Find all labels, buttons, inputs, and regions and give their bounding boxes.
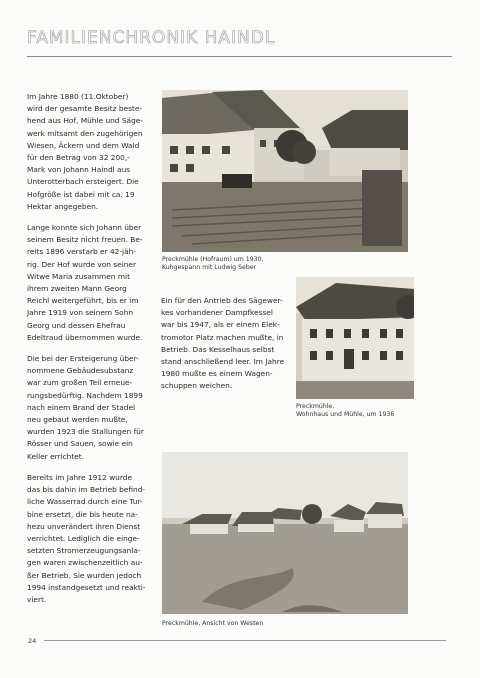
left-text-column <box>27 91 155 615</box>
paragraph-steam-boiler: Ein für den Antrieb des Sägewer- kes vorhandener Dampfkessel war bis 1947, als er einem Elek- tromotor Platz machen mußte, in Betrieb. Das Kesselhaus selbst stand anschließend leer. Im Jahre 1980 mußte es einem Wagen- schuppen weichen. <box>161 296 285 391</box>
paragraph-inheritance: Lange konnte sich Johann über seinem Besitz nicht freuen. Be- reits 1896 verstarb er 42-jäh- rig. Der Hof wurde von seiner Witwe Maria zusammen mit ihrem zweiten Mann Georg Reichl weitergeführt, bis er im Jahre 1919 von seinem Sohn Georg und dessen Ehefrau Edeltraud übernommen wurde. <box>27 223 143 342</box>
paragraph-buildings: Die bei der Ersteigerung über- nommene Gebäudesubstanz war zum großen Teil erneue- rungsbedürftig. Nachdem 1899 nach einem Brand der Stadel neu gebaut werden mußte, wurden 1923 die Stallungen für Rösser und Sauen, sowie ein Keller errichtet. <box>27 354 144 461</box>
photo-west-view <box>162 452 408 614</box>
chronicle-header-title: FAMILIENCHRONIK HAINDL <box>27 28 276 48</box>
page-number: 24 <box>28 637 37 645</box>
paragraph-turbine: Bereits im Jahre 1912 wurde das bis dahin im Betrieb befind- liche Wasserrad durch eine Tur- bine ersetzt, die bis heute na- hezu unverändert ihren Dienst verrichtet. Lediglich die einge- setzten Stromerzeugungsanla- gen waren zwischenzeitlich au- ßer Betrieb. Sie wurden jedoch 1994 instandgesetzt und reakti- viert. <box>27 472 146 604</box>
photo-hofraum-1930 <box>162 90 408 252</box>
footer-divider <box>44 640 446 641</box>
paragraph-auction: Im Jahre 1880 (11.Oktober) wird der gesamte Besitz beste- hend aus Hof, Mühle und Säge- werk mitsamt den zugehörigen Wiesen, Äckern und dem Wald für den Betrag von 32 200,- Mark von Johann Haindl aus Unterotterbach ersteigert. Die Hofgröße ist dabei mit ca. 19 Hektar angegeben. <box>27 92 143 211</box>
caption-photo-west: Preckmühle, Ansicht von Westen <box>162 620 264 627</box>
caption-photo-wohnhaus: Preckmühle, Wohnhaus und Mühle, um 1936 <box>296 403 395 418</box>
header-divider <box>27 56 452 57</box>
photo-wohnhaus-1936 <box>296 277 414 399</box>
middle-text-column <box>161 295 287 402</box>
caption-photo-hofraum: Preckmühle (Hofraum) um 1930, Kuhgespann mit Ludwig Seber <box>162 256 264 271</box>
